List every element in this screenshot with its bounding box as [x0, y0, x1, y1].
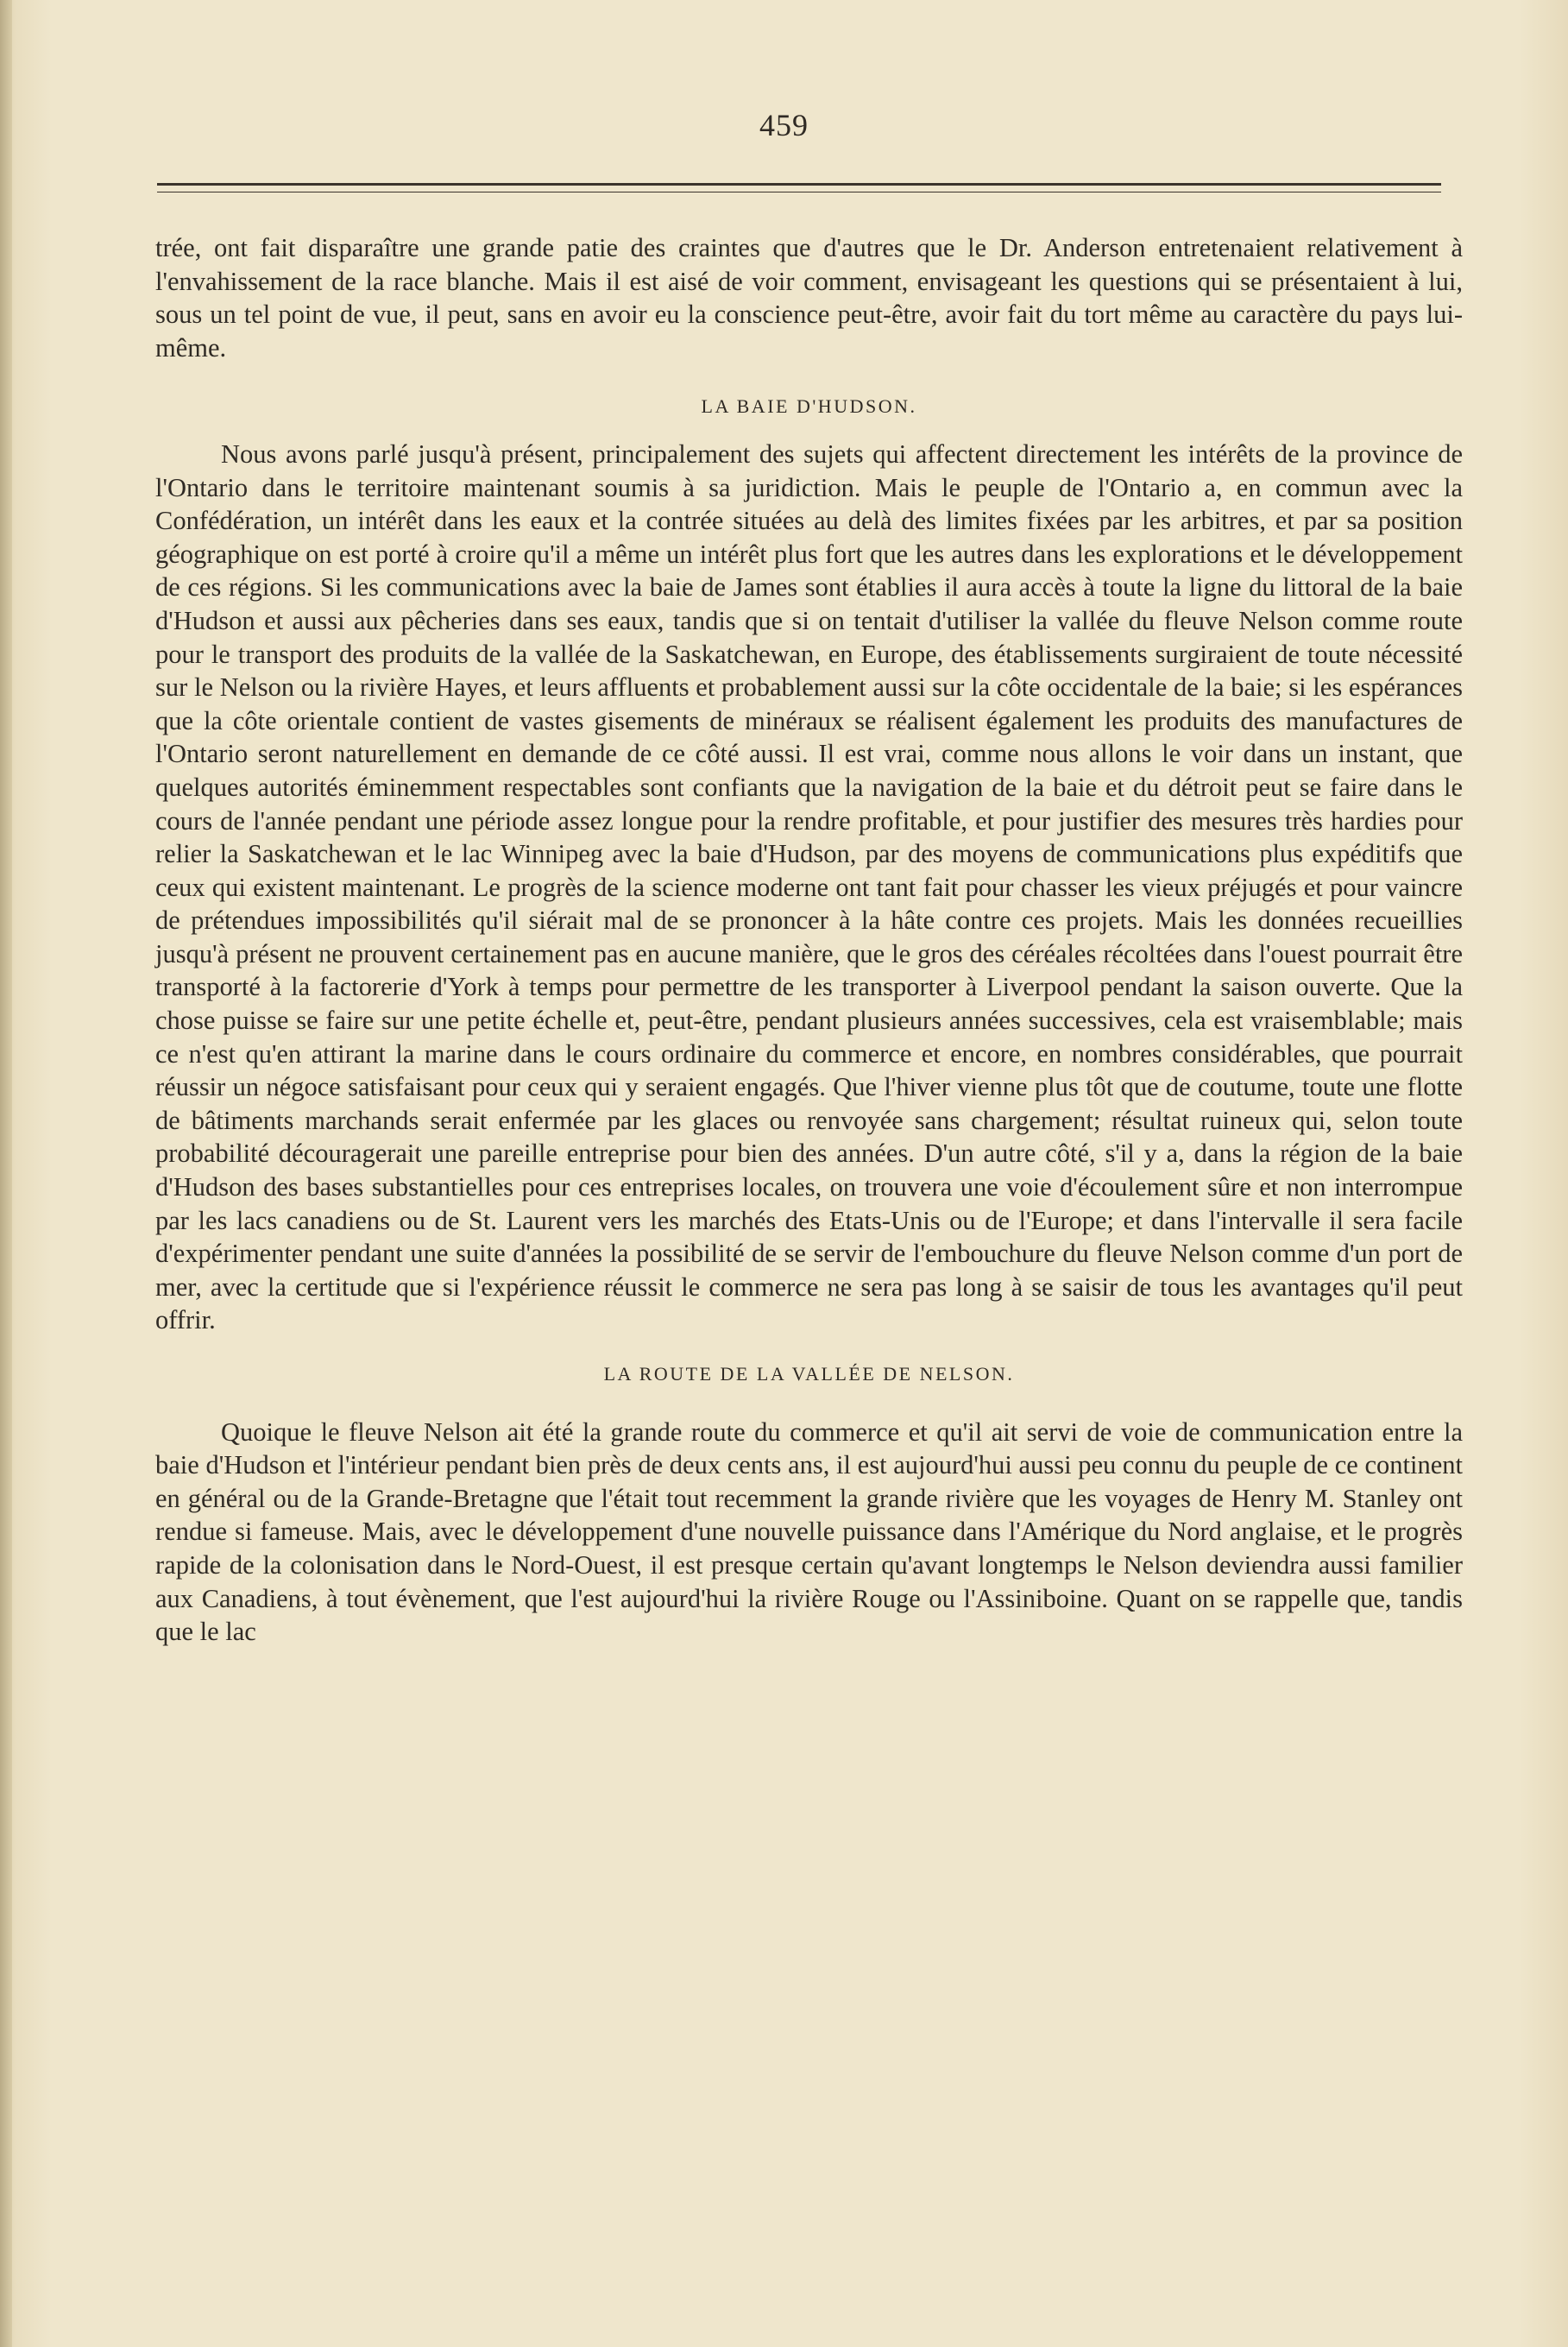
paragraph-baie-hudson: Nous avons parlé jusqu'à présent, principalement des sujets qui affectent directement les intérêts de la province de l'Ontario dans le territoire maintenant soumis à sa juridiction. Mais le peuple de l'Ontario a, en commun avec la Confédération, un intérêt dans les eaux et la contrée situées au delà des limites fixées par les arbitres, et par sa position géographique on est porté à croire qu'il a même un intérêt plus fort que les autres dans les explorations et le développement de ces régions. Si les communications avec la baie de James sont établies il aura accès à toute la ligne du littoral de la baie d'Hudson et aussi aux pêcheries dans ses eaux, tandis que si on tentait d'utiliser la vallée du fleuve Nelson comme route pour le transport des produits de la vallée de la Saskatchewan, en Europe, des établissements surgiraient de toute nécessité sur le Nelson ou la rivière Hayes, et leurs affluents et probablement aussi sur la côte occidentale de la baie; si les espérances que la côte orientale contient de vastes gisements de minéraux se réalisent également les produits des manufactures de l'Ontario seront naturellement en demande de ce côté aussi. Il est vrai, comme nous allons le voir dans un instant, que quelques autorités éminemment respectables sont confiants que la navigation de la baie et du détroit peut se faire dans le cours de l'année pendant une période assez longue pour la rendre profitable, et pour justifier des mesures très hardies pour relier la Saskatchewan et le lac Winnipeg avec la baie d'Hudson, par des moyens de communications plus expéditifs que ceux qui existent maintenant. Le progrès de la science moderne ont tant fait pour chasser les vieux préjugés et pour vaincre de prétendues impossibilités qu'il siérait mal de se prononcer à la hâte contre ces projets. Mais les données recueillies jusqu'à présent ne prouvent certainement pas en aucune manière, que le gros des céréales récoltées dans l'ouest pourrait être transporté à la factorerie d'York à temps pour permettre de les transporter à Liverpool pendant la saison ouverte. Que la chose puisse se faire sur une petite échelle et, peut-être, pendant plusieurs années successives, cela est vraisemblable; mais ce n'est qu'en attirant la marine dans le cours ordinaire du commerce et encore, en nombres considérables, que pourrait réussir un négoce satisfaisant pour ceux qui y seraient engagés. Que l'hiver vienne plus tôt que de coutume, toute une flotte de bâtiments marchands serait enfermée par les glaces ou renvoyée sans chargement; résultat ruineux qui, selon toute probabilité découragerait une pareille entreprise pour bien des années. D'un autre côté, s'il y a, dans la région de la baie d'Hudson des bases substantielles pour ces entreprises locales, on trouvera une voie d'écoulement sûre et non interrompue par les lacs canadiens ou de St. Laurent vers les marchés des Etats-Unis ou de l'Europe; et dans l'intervalle il sera facile d'expérimenter pendant une suite d'années la possibilité de se servir de l'embouchure du fleuve Nelson comme d'un port de mer, avec la certitude que si l'expérience réussit le commerce ne sera pas long à se saisir de tous les avantages qu'il peut offrir.	[155, 438, 1463, 1335]
paragraph-route-nelson: Quoique le fleuve Nelson ait été la grande route du commerce et qu'il ait servi de voie de communication entre la baie d'Hudson et l'intérieur pendant bien près de deux cents ans, il est aujourd'hui aussi peu connu du peuple de ce continent en général ou de la Grande-Bretagne que l'était tout recemment la grande rivière que les voyages de Henry M. Stanley ont rendue si fameuse. Mais, avec le développement d'une nouvelle puissance dans l'Amérique du Nord anglaise, et le progrès rapide de la colonisation dans le Nord-Ouest, il est presque certain qu'avant longtemps le Nelson deviendra aussi familier aux Canadiens, à tout évènement, que l'est aujourd'hui la rivière Rouge ou l'Assiniboine. Quant on se rappelle que, tandis que le lac	[155, 1416, 1463, 1647]
section-heading-baie-hudson: LA BAIE D'HUDSON.	[701, 395, 917, 418]
paragraph-continued: trée, ont fait disparaître une grande patie des craintes que d'autres que le Dr. Anderson entretenaient relativement à l'envahissement de la race blanche. Mais il est aisé de voir comment, envisageant les questions qui se présentaient à lui, sous un tel point de vue, il peut, sans en avoir eu la conscience peut-être, avoir fait du tort même au caractère du pays lui-même.	[155, 233, 1463, 363]
page-spine-edge	[0, 0, 12, 2347]
section-heading-route-nelson: LA ROUTE DE LA VALLÉE DE NELSON.	[603, 1363, 1015, 1385]
body-text	[155, 231, 1463, 1649]
page-number: 459	[759, 108, 809, 142]
header-rule-thick	[157, 183, 1441, 186]
